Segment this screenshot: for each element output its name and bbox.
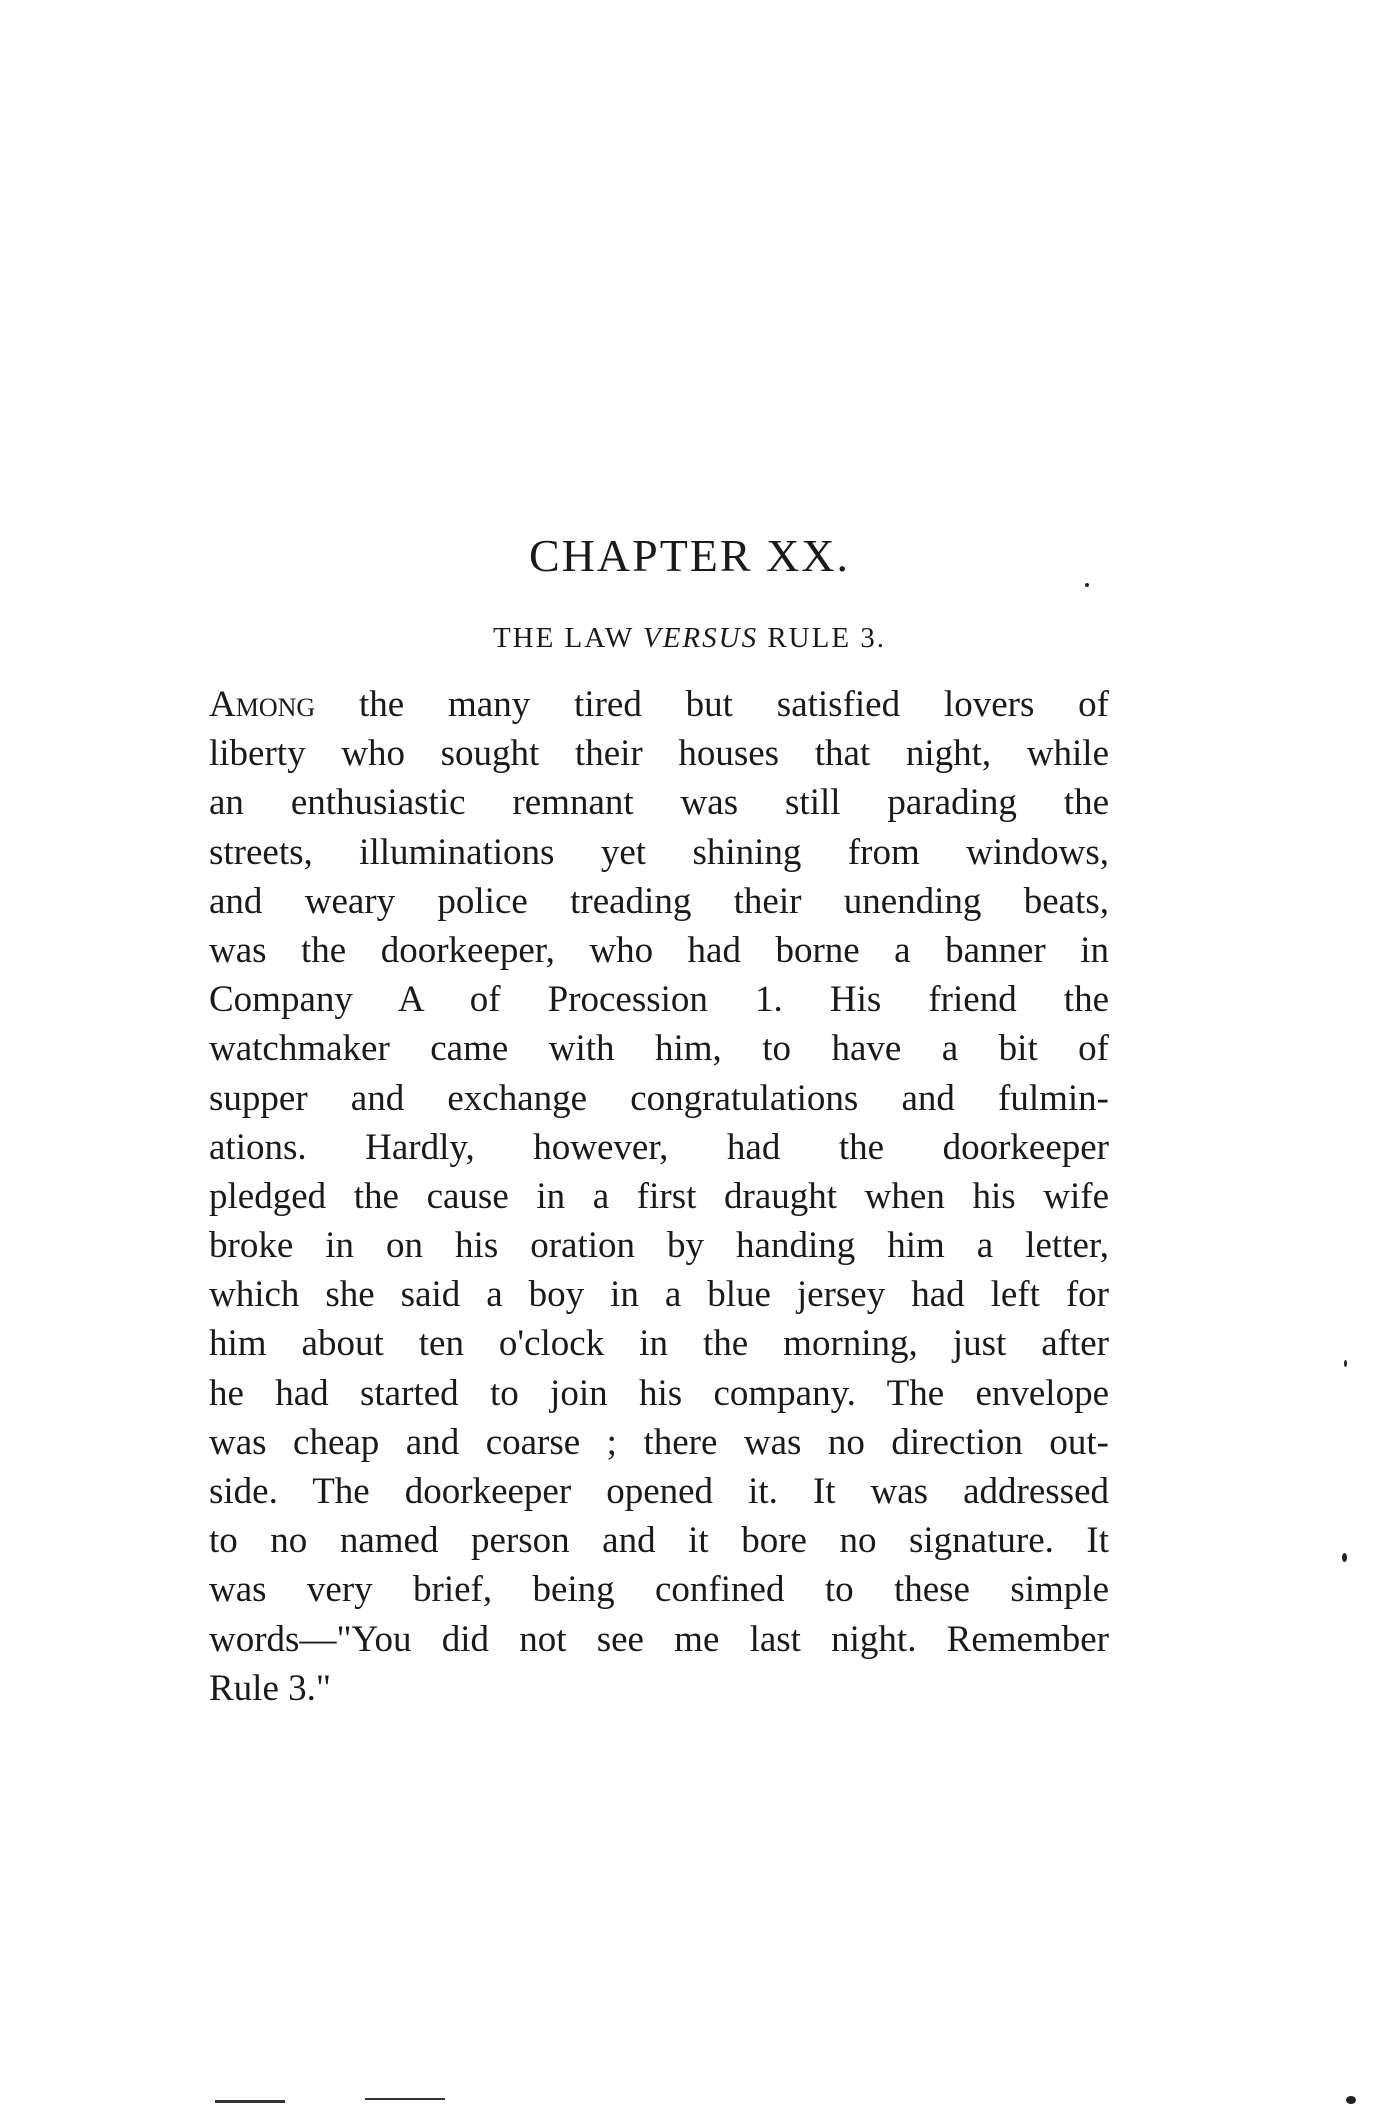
- subtitle-italic-word: VERSUS: [643, 622, 759, 654]
- subtitle-part-1: THE LAW: [492, 622, 643, 654]
- text-line: an enthusiastic remnant was still parading the: [209, 782, 1109, 824]
- text-line: was very brief, being confined to these simple: [209, 1569, 1109, 1611]
- text-line: supper and exchange congratulations and fulmin-: [209, 1077, 1109, 1119]
- scan-speck: [1346, 2096, 1356, 2104]
- text-line: him about ten o'clock in the morning, just after: [209, 1323, 1109, 1365]
- scan-rule: [215, 2100, 285, 2103]
- text-line-content: the many tired but satisfied lovers of: [315, 684, 1109, 725]
- chapter-subtitle: [0, 618, 1379, 658]
- text-line: and weary police treading their unending beats,: [209, 880, 1109, 922]
- text-line: pledged the cause in a first draught when his wife: [209, 1175, 1109, 1217]
- text-line: was cheap and coarse ; there was no direction out-: [209, 1421, 1109, 1463]
- text-line: which she said a boy in a blue jersey had left for: [209, 1274, 1109, 1316]
- text-line: liberty who sought their houses that night, while: [209, 733, 1109, 775]
- text-line: was the doorkeeper, who had borne a banner in: [209, 929, 1109, 971]
- text-line: Rule 3.": [209, 1667, 331, 1709]
- scan-rule: [365, 2098, 445, 2100]
- opening-word: Among: [209, 684, 316, 725]
- chapter-heading: CHAPTER XX.: [528, 530, 851, 581]
- text-line: [209, 680, 1109, 729]
- scan-speck: [1342, 1553, 1347, 1562]
- chapter-paragraph: [209, 680, 1109, 1713]
- subtitle-part-2: RULE 3.: [758, 622, 887, 654]
- text-line: to no named person and it bore no signature. It: [209, 1520, 1109, 1562]
- text-line: ations. Hardly, however, had the doorkeeper: [209, 1126, 1109, 1168]
- text-line: words—"You did not see me last night. Remember: [209, 1618, 1109, 1660]
- scan-speck: [1344, 1360, 1347, 1367]
- text-line: watchmaker came with him, to have a bit of: [209, 1028, 1109, 1070]
- scan-speck: [1085, 583, 1089, 587]
- text-line: Company A of Procession 1. His friend the: [209, 979, 1109, 1021]
- text-line: side. The doorkeeper opened it. It was addressed: [209, 1471, 1109, 1512]
- text-line: broke in on his oration by handing him a letter,: [209, 1225, 1109, 1267]
- text-line: streets, illuminations yet shining from windows,: [209, 831, 1109, 873]
- text-line: he had started to join his company. The envelope: [209, 1372, 1109, 1414]
